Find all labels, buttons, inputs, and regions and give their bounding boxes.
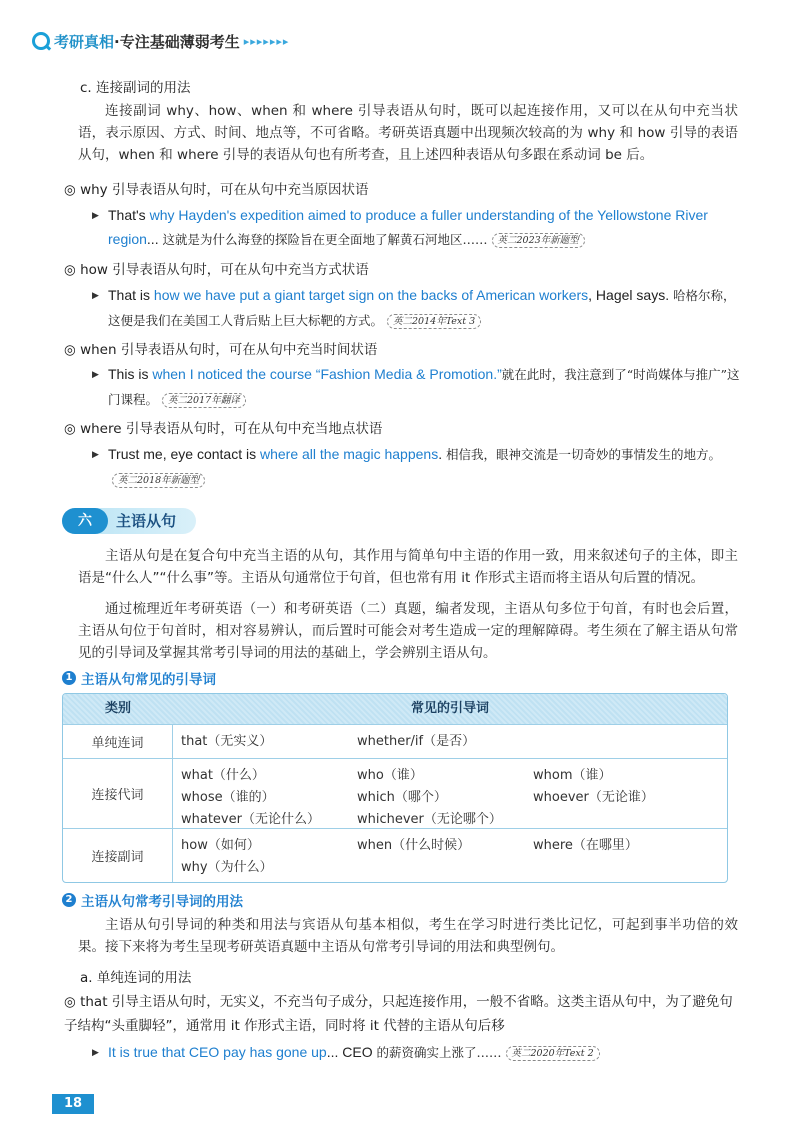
when-example: ▶ This is when I noticed the course “Fashion Media & Promotion.”就在此时，我注意到了“时尚媒体与推广”这门课程。 英二2017年翻译 xyxy=(92,362,742,412)
section-number: 六 xyxy=(62,508,108,534)
header-arrows-icon: ▸▸▸▸▸▸▸ xyxy=(243,34,290,48)
table-row: 连接代词 what（什么） who（谁） whom（谁） whose（谁的） which（哪个） whoever（无论谁） whatever（无论什么） whichever（无论哪个） xyxy=(63,758,727,828)
triangle-bullet-icon: ▶ xyxy=(92,449,99,459)
source-tag: 英二2018年新题型 xyxy=(112,473,205,488)
triangle-bullet-icon: ▶ xyxy=(92,369,99,379)
source-tag: 英二2020年Text 2 xyxy=(506,1046,600,1061)
number-circle-icon: 1 xyxy=(62,671,76,685)
number-circle-icon: 2 xyxy=(62,893,76,907)
conjunction-table xyxy=(62,693,728,883)
page-header xyxy=(32,28,289,54)
that-heading: ◎ that 引导主语从句时，无实义，不充当句子成分，只起连接作用，一般不省略。这类主语从句中，为了避免句子结构“头重脚轻”，通常用 it 作形式主语，同时将 it 代替的主语从句后移 xyxy=(64,994,733,1034)
when-heading: ◎ when 引导表语从句时，可在从句中充当时间状语 xyxy=(64,342,378,358)
triangle-bullet-icon: ▶ xyxy=(92,290,99,300)
where-example: ▶ Trust me, eye contact is where all the magic happens. 相信我，眼神交流是一切奇妙的事情发生的地方。英二2018年新题型 xyxy=(92,442,742,491)
table-header: 类别 常见的引导词 xyxy=(63,694,727,724)
triangle-bullet-icon: ▶ xyxy=(92,1047,99,1057)
page-number: 18 xyxy=(52,1094,94,1114)
that-example: ▶ It is true that CEO pay has gone up... CEO 的薪资确实上涨了…… 英二2020年Text 2 xyxy=(92,1040,742,1065)
why-heading: ◎ why 引导表语从句时，可在从句中充当原因状语 xyxy=(64,182,369,198)
where-heading: ◎ where 引导表语从句时，可在从句中充当地点状语 xyxy=(64,421,383,437)
usage-paragraph: 主语从句引导词的种类和用法与宾语从句基本相似，考生在学习时进行类比记忆，可起到事半功倍的效果。接下来将为考生呈现考研英语真题中主语从句常考引导词的用法和典型例句。 xyxy=(78,917,738,955)
how-heading: ◎ how 引导表语从句时，可在从句中充当方式状语 xyxy=(64,262,369,278)
a-heading: a. 单纯连词的用法 xyxy=(80,970,192,986)
how-example: ▶ That is how we have put a giant target sign on the backs of American workers, Hagel says. 哈格尔称，这便是我们在美国工人背后贴上巨大标靶的方式。 英二2014年Text 3 xyxy=(92,283,742,333)
c-heading: c. 连接副词的用法 xyxy=(80,80,191,96)
section-title: 主语从句 xyxy=(116,512,177,530)
table-row: 单纯连词 that（无实义） whether/if（是否） xyxy=(63,724,727,758)
magnifier-logo-icon xyxy=(32,32,50,50)
table-row: 连接副词 how（如何） when（什么时候） where（在哪里） why（为什么） xyxy=(63,828,727,882)
section-badge xyxy=(62,508,196,534)
source-tag: 英二2023年新题型 xyxy=(492,233,585,248)
intro-paragraph-1: 主语从句是在复合句中充当主语的从句，其作用与简单句中主语的作用一致，用来叙述句子的主体，即主语是“什么人”“什么事”等。主语从句通常位于句首，但也常有用 it 作形式主语而将主语从句后置的情况。 xyxy=(78,548,738,586)
subheading-2: 2 主语从句常考引导词的用法 xyxy=(62,890,243,910)
subheading-1: 1 主语从句常见的引导词 xyxy=(62,668,216,688)
header-title: 考研真相·专注基础薄弱考生 xyxy=(54,32,240,51)
triangle-bullet-icon: ▶ xyxy=(92,210,99,220)
why-example: ▶ That's why Hayden's expedition aimed to produce a fuller understanding of the Yellowstone River region... 这就是为什么海登的探险旨在更全面地了解黄石河地区…… 英二2023年新题型 xyxy=(92,203,742,252)
source-tag: 英二2017年翻译 xyxy=(162,393,246,408)
intro-paragraph-2: 通过梳理近年考研英语（一）和考研英语（二）真题，编者发现，主语从句多位于句首，有时也会后置，主语从句位于句首时，相对容易辨认，而后置时可能会对考生造成一定的理解障碍。考生须在了解主语从句常见的引导词及掌握其常考引导词的用法的基础上，学会辨别主语从句。 xyxy=(78,601,738,661)
c-paragraph: 连接副词 why、how、when 和 where 引导表语从句时，既可以起连接作用，又可以在从句中充当状语，表示原因、方式、时间、地点等，不可省略。考研英语真题中出现频次较高的为 why 和 how 引导的表语从句，when 和 where 引导的表语从句也有所考查，且上述四种表语从句多跟在系动词 be 后。 xyxy=(78,103,738,163)
source-tag: 英二2014年Text 3 xyxy=(387,314,481,329)
